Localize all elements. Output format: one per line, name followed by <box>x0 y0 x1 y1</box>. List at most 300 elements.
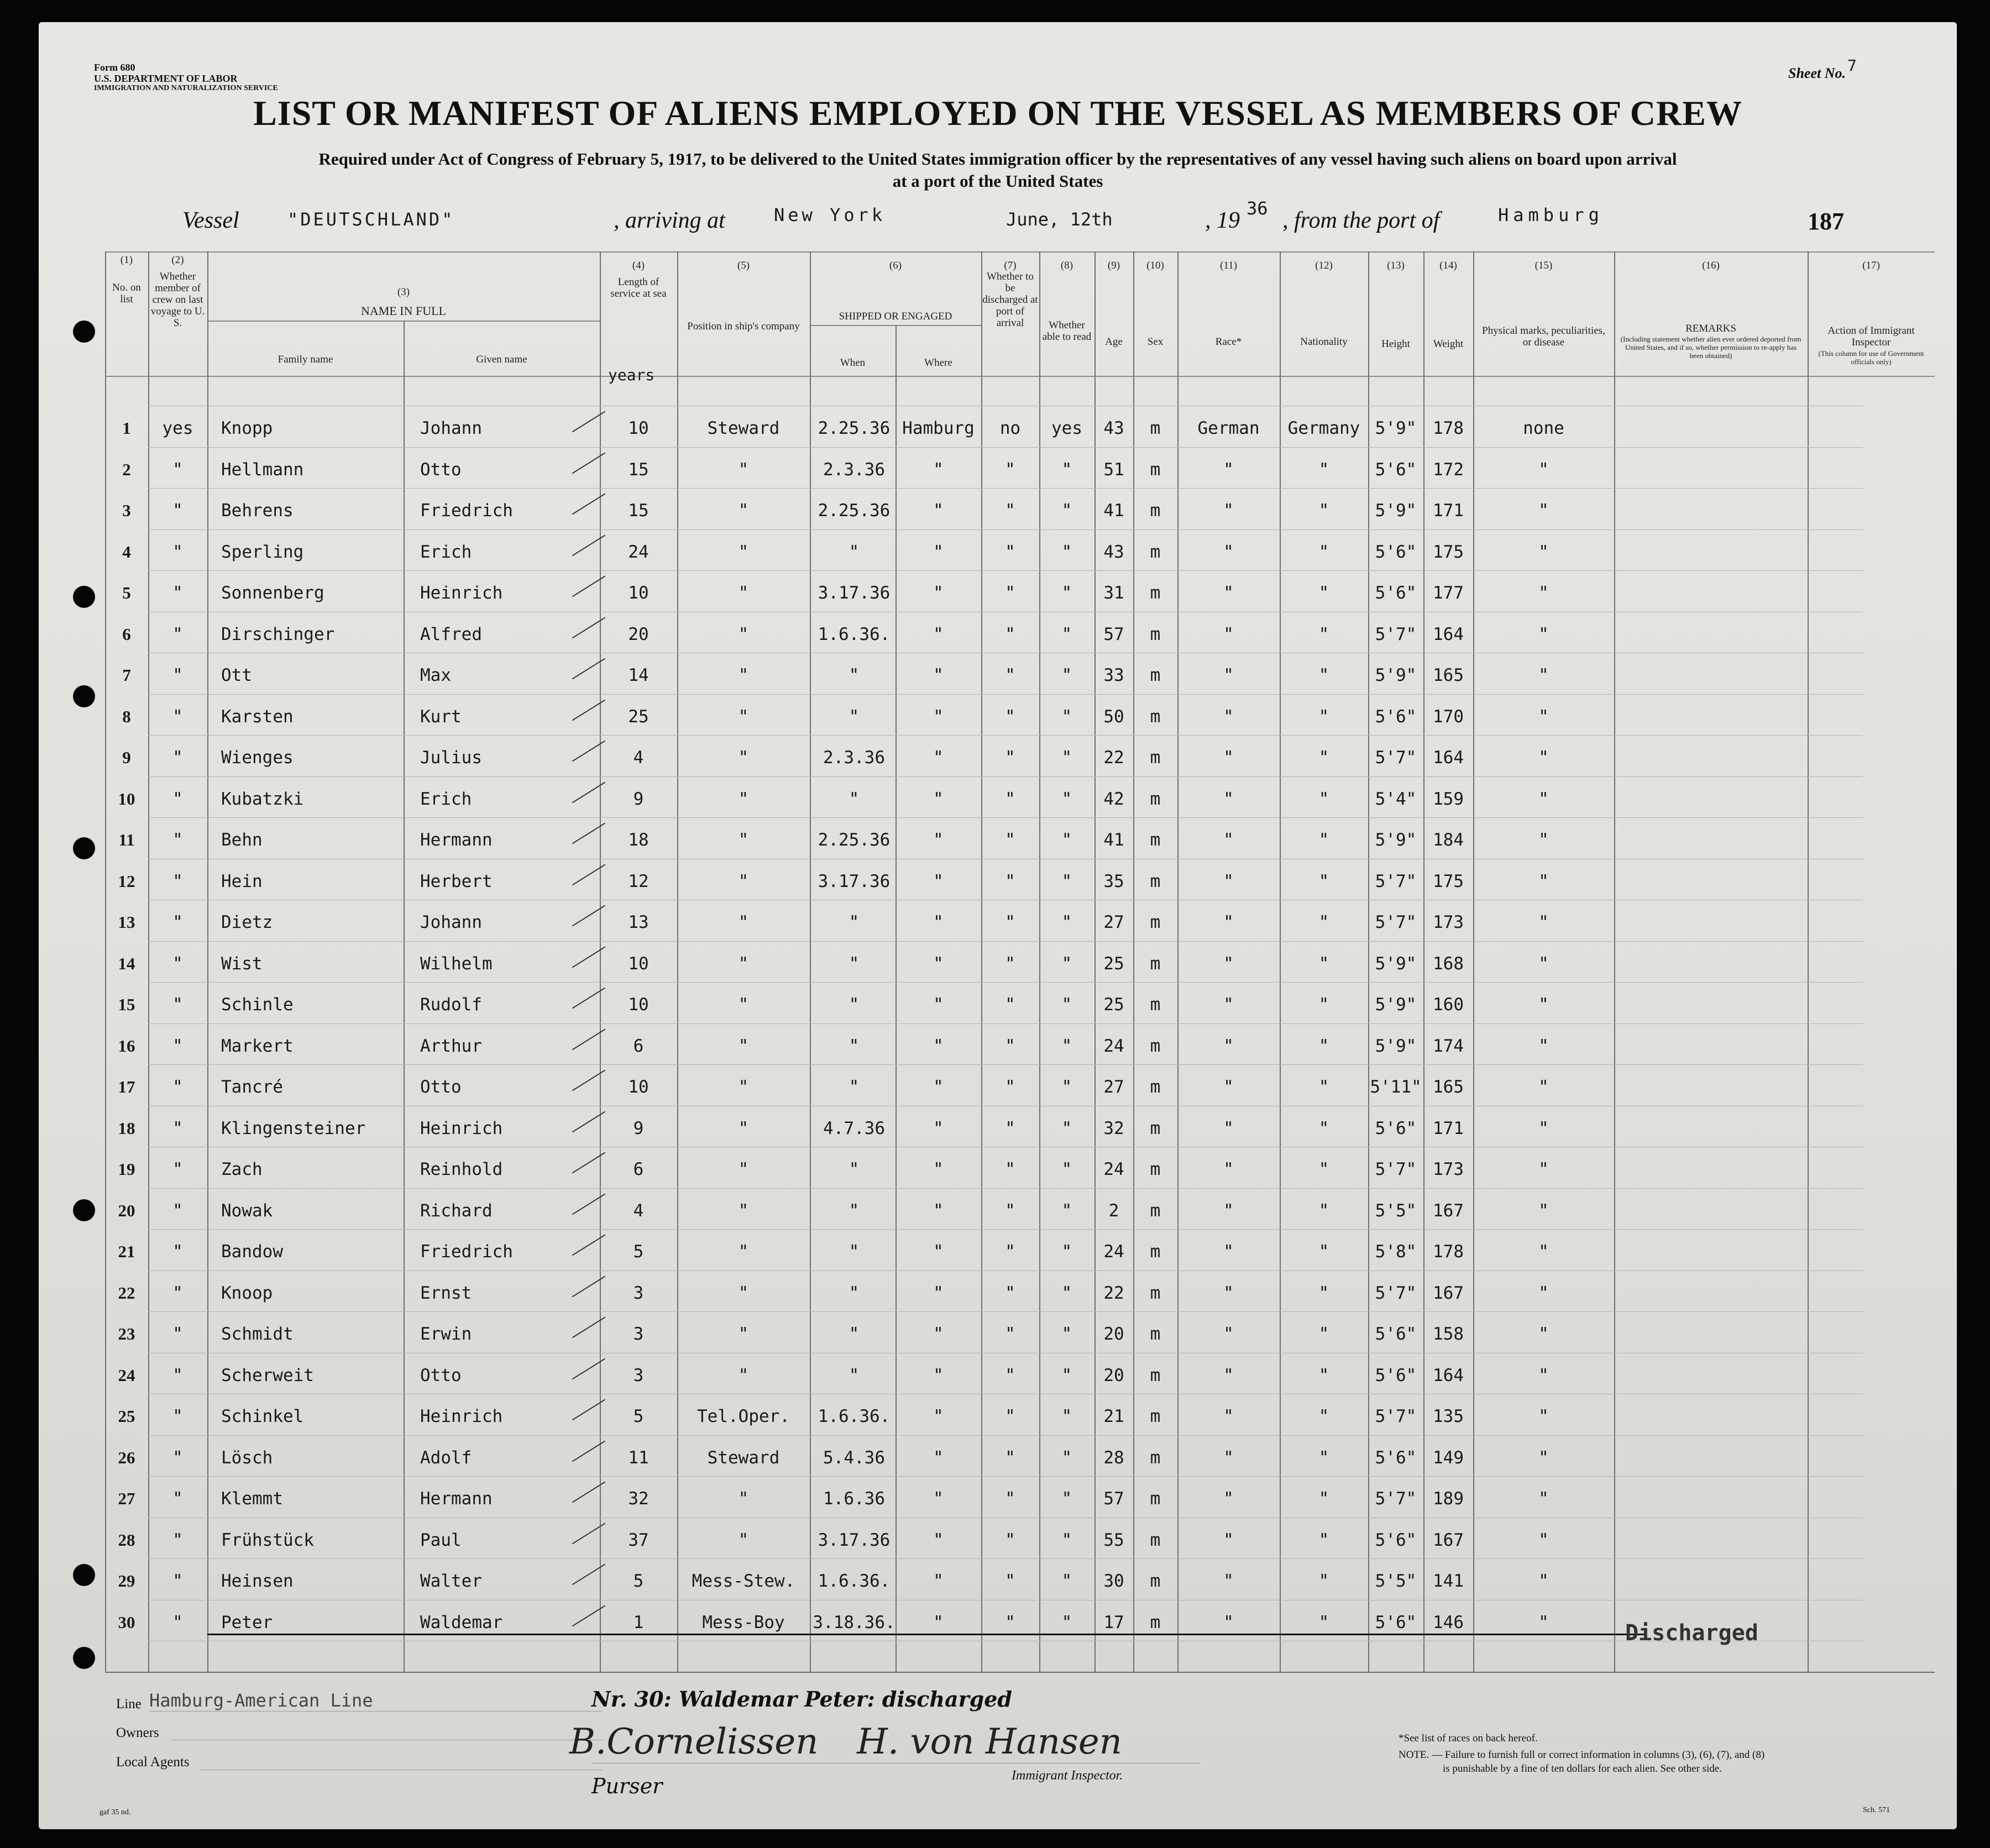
cell-where: " <box>933 1530 944 1550</box>
cell-service: 11 <box>628 1448 649 1468</box>
cell-marks: " <box>1538 1448 1549 1468</box>
header-action-note: (This column for use of Government officials only) <box>1818 349 1924 366</box>
cell-race: " <box>1223 1613 1234 1632</box>
cell-read: " <box>1061 789 1072 809</box>
cell-discharged: " <box>1005 789 1015 809</box>
header-no-on-list: No. on list <box>112 282 141 305</box>
cell-race: " <box>1223 789 1234 809</box>
cell-discharged: " <box>1005 1077 1015 1097</box>
cell-race: German <box>1197 418 1260 438</box>
cell-read: " <box>1061 1530 1072 1550</box>
cell-discharged: " <box>1005 1119 1015 1138</box>
cell-age: 25 <box>1103 995 1124 1015</box>
cell-weight: 165 <box>1433 665 1464 685</box>
cell-when: " <box>849 995 860 1015</box>
cell-family: Frühstück <box>221 1530 314 1550</box>
cell-race: " <box>1223 624 1234 644</box>
cell-given: Julius <box>420 748 482 768</box>
column-number: (15) <box>1535 260 1553 271</box>
row-rule <box>148 776 1863 777</box>
cell-marks: " <box>1538 872 1549 891</box>
row-rule <box>148 1476 1863 1477</box>
cell-when: " <box>849 1242 860 1262</box>
schedule-code: Sch. 571 <box>1863 1806 1890 1814</box>
cell-discharged: " <box>1005 460 1015 480</box>
cell-family: Heinsen <box>221 1571 294 1591</box>
cell-marks: " <box>1538 1613 1549 1632</box>
cell-age: 22 <box>1103 1283 1124 1303</box>
cell-sex: m <box>1150 418 1161 438</box>
cell-no: 14 <box>118 954 135 973</box>
cell-read: " <box>1061 1119 1072 1138</box>
cell-height: 5'6" <box>1375 1366 1417 1385</box>
cell-weight: 164 <box>1433 624 1464 644</box>
cell-height: 5'7" <box>1375 912 1417 932</box>
cell-discharged: " <box>1005 1571 1015 1591</box>
cell-given: Paul <box>420 1530 462 1550</box>
cell-nationality: " <box>1318 460 1329 480</box>
cell-nationality: " <box>1318 748 1329 768</box>
cell-last-voyage: " <box>172 1324 183 1344</box>
column-number: (17) <box>1862 260 1880 271</box>
cell-weight: 171 <box>1433 501 1464 521</box>
cell-weight: 178 <box>1433 1242 1464 1262</box>
cell-read: " <box>1061 1036 1072 1056</box>
cell-when: 5.4.36 <box>823 1448 885 1468</box>
cell-given: Herbert <box>420 872 493 891</box>
cell-position: " <box>738 583 749 603</box>
cell-read: " <box>1061 1201 1072 1221</box>
cell-given: Friedrich <box>420 1242 513 1262</box>
cell-where: " <box>933 1077 944 1097</box>
cell-height: 5'9" <box>1375 418 1417 438</box>
cell-marks: " <box>1538 1530 1549 1550</box>
cell-last-voyage: " <box>172 1077 183 1097</box>
column-number: (13) <box>1387 260 1405 271</box>
cell-marks: " <box>1538 1242 1549 1262</box>
cell-position: " <box>738 872 749 891</box>
cell-race: " <box>1223 1159 1234 1179</box>
cell-discharged: " <box>1005 872 1015 891</box>
cell-read: " <box>1061 830 1072 850</box>
cell-no: 10 <box>118 789 135 809</box>
cell-last-voyage: " <box>172 542 183 562</box>
cell-family: Sonnenberg <box>221 583 324 603</box>
cell-given: Max <box>420 665 451 685</box>
cell-given: Otto <box>420 1077 462 1097</box>
cell-given: Hermann <box>420 1489 493 1509</box>
strike-through-line <box>207 1634 1645 1635</box>
cell-sex: m <box>1150 665 1161 685</box>
cell-service: 15 <box>628 501 649 521</box>
cell-race: " <box>1223 1530 1234 1550</box>
cell-weight: 167 <box>1433 1530 1464 1550</box>
cell-when: " <box>849 1283 860 1303</box>
header-action-of-inspector: Action of Immigrant Inspector <box>1827 325 1915 348</box>
cell-position: Tel.Oper. <box>697 1406 790 1426</box>
cell-race: " <box>1223 1448 1234 1468</box>
cell-no: 17 <box>118 1077 135 1096</box>
header-discharged: Whether to be discharged at port of arrival <box>982 271 1038 329</box>
form-code: gaf 35 nd. <box>100 1808 131 1817</box>
cell-nationality: " <box>1318 995 1329 1015</box>
row-rule <box>148 1558 1863 1559</box>
cell-discharged: " <box>1005 954 1015 974</box>
cell-last-voyage: " <box>172 912 183 932</box>
cell-family: Peter <box>221 1613 273 1632</box>
cell-when: 2.25.36 <box>818 830 891 850</box>
row-rule <box>148 1311 1863 1312</box>
cell-nationality: " <box>1318 665 1329 685</box>
cell-family: Knopp <box>221 418 273 438</box>
column-number: (2) <box>171 254 184 266</box>
cell-no: 26 <box>118 1448 135 1467</box>
cell-last-voyage: " <box>172 1571 183 1591</box>
cell-given: Ernst <box>420 1283 472 1303</box>
row-rule <box>148 1023 1863 1024</box>
cell-age: 24 <box>1103 1036 1124 1056</box>
cell-position: " <box>738 995 749 1015</box>
cell-no: 23 <box>118 1324 135 1343</box>
cell-position: " <box>738 501 749 521</box>
cell-last-voyage: " <box>172 748 183 768</box>
line-label: Line <box>116 1697 142 1712</box>
cell-weight: 149 <box>1433 1448 1464 1468</box>
cell-where: " <box>933 872 944 891</box>
cell-nationality: " <box>1318 1530 1329 1550</box>
cell-height: 5'7" <box>1375 872 1417 891</box>
cell-nationality: " <box>1318 872 1329 891</box>
cell-nationality: " <box>1318 542 1329 562</box>
cell-marks: " <box>1538 1406 1549 1426</box>
header-bottom-rule <box>105 376 1935 377</box>
cell-age: 2 <box>1108 1201 1119 1221</box>
cell-height: 5'9" <box>1375 665 1417 685</box>
column-number: (10) <box>1146 260 1164 271</box>
row-rule <box>148 1188 1863 1189</box>
cell-sex: m <box>1150 1036 1161 1056</box>
cell-nationality: " <box>1318 501 1329 521</box>
header-able-to-read: Whether able to read <box>1042 319 1092 343</box>
cell-height: 5'7" <box>1375 1406 1417 1426</box>
legal-note-1: NOTE. — Failure to furnish full or correct information in columns (3), (6), (7), and (8) <box>1399 1749 1765 1761</box>
cell-nationality: " <box>1318 1159 1329 1179</box>
cell-sex: m <box>1150 460 1161 480</box>
cell-when: 2.3.36 <box>823 748 885 768</box>
cell-weight: 175 <box>1433 872 1464 891</box>
cell-given: Heinrich <box>420 1119 503 1138</box>
cell-weight: 164 <box>1433 1366 1464 1385</box>
cell-weight: 184 <box>1433 830 1464 850</box>
cell-race: " <box>1223 1036 1234 1056</box>
cell-where: " <box>933 665 944 685</box>
cell-discharged: " <box>1005 1448 1015 1468</box>
header-sex: Sex <box>1147 336 1164 348</box>
cell-discharged: " <box>1005 707 1015 727</box>
cell-no: 15 <box>118 995 135 1014</box>
cell-last-voyage: " <box>172 1283 183 1303</box>
cell-discharged: " <box>1005 995 1015 1015</box>
cell-position: " <box>738 789 749 809</box>
cell-marks: " <box>1538 1119 1549 1138</box>
cell-where: " <box>933 748 944 768</box>
page-number: 187 <box>1808 208 1844 235</box>
cell-family: Klingensteiner <box>221 1119 366 1138</box>
cell-read: " <box>1061 912 1072 932</box>
cell-when: 1.6.36. <box>818 1571 891 1591</box>
cell-discharged: " <box>1005 1366 1015 1385</box>
col-rule <box>404 321 405 1672</box>
cell-when: " <box>849 954 860 974</box>
cell-sex: m <box>1150 995 1161 1015</box>
cell-position: Mess-Stew. <box>692 1571 795 1591</box>
cell-service: 15 <box>628 460 649 480</box>
cell-family: Hein <box>221 872 263 891</box>
cell-weight: 141 <box>1433 1571 1464 1591</box>
cell-nationality: " <box>1318 1448 1329 1468</box>
cell-family: Dirschinger <box>221 624 335 644</box>
cell-last-voyage: " <box>172 1613 183 1632</box>
cell-race: " <box>1223 583 1234 603</box>
cell-position: " <box>738 707 749 727</box>
cell-no: 1 <box>122 418 131 438</box>
cell-height: 5'7" <box>1375 1489 1417 1509</box>
column-number: (12) <box>1315 260 1333 271</box>
cell-when: 3.17.36 <box>818 583 891 603</box>
cell-age: 43 <box>1103 418 1124 438</box>
row-rule <box>148 1435 1863 1436</box>
cell-marks: " <box>1538 583 1549 603</box>
cell-discharged: " <box>1005 1324 1015 1344</box>
cell-given: Heinrich <box>420 583 503 603</box>
cell-discharged: " <box>1005 624 1015 644</box>
header-position: Position in ship's company <box>687 321 800 332</box>
cell-discharged: " <box>1005 1406 1015 1426</box>
cell-marks: " <box>1538 1366 1549 1385</box>
cell-sex: m <box>1150 1159 1161 1179</box>
cell-when: " <box>849 707 860 727</box>
header-given-name: Given name <box>476 354 527 365</box>
cell-discharged: " <box>1005 830 1015 850</box>
cell-sex: m <box>1150 872 1161 891</box>
cell-marks: " <box>1538 1324 1549 1344</box>
cell-race: " <box>1223 1571 1234 1591</box>
cell-when: 1.6.36. <box>818 1406 891 1426</box>
document-subtitle: Required under Act of Congress of February 5, 1917, to be delivered to the United States immigration officer by the representatives of any vessel having such aliens on board upon arrival <box>318 149 1677 169</box>
cell-where: " <box>933 1201 944 1221</box>
header-age: Age <box>1105 336 1123 348</box>
form-number: Form 680 <box>94 62 135 73</box>
column-number: (16) <box>1702 260 1720 271</box>
cell-sex: m <box>1150 1201 1161 1221</box>
cell-read: " <box>1061 1283 1072 1303</box>
inspector-signature: H. von Hansen <box>857 1721 1122 1762</box>
cell-height: 5'6" <box>1375 1324 1417 1344</box>
arriving-label: , arriving at <box>614 208 725 233</box>
cell-family: Scherweit <box>221 1366 314 1385</box>
cell-service: 13 <box>628 912 649 932</box>
cell-no: 27 <box>118 1489 135 1508</box>
cell-family: Knoop <box>221 1283 273 1303</box>
vessel-label: Vessel <box>182 208 239 233</box>
document-title: LIST OR MANIFEST OF ALIENS EMPLOYED ON THE VESSEL AS MEMBERS OF CREW <box>253 93 1742 133</box>
cell-height: 5'9" <box>1375 501 1417 521</box>
arrival-date: June, 12th <box>1006 209 1113 230</box>
cell-where: " <box>933 1324 944 1344</box>
cell-last-voyage: " <box>172 1406 183 1426</box>
cell-discharged: " <box>1005 748 1015 768</box>
cell-when: " <box>849 665 860 685</box>
cell-read: " <box>1061 583 1072 603</box>
cell-service: 4 <box>633 1201 644 1221</box>
cell-read: " <box>1061 1448 1072 1468</box>
cell-where: " <box>933 1036 944 1056</box>
cell-height: 5'6" <box>1375 707 1417 727</box>
cell-height: 5'6" <box>1375 583 1417 603</box>
cell-family: Behrens <box>221 501 294 521</box>
cell-discharged: " <box>1005 1613 1015 1632</box>
column-number: (1) <box>120 254 133 266</box>
cell-race: " <box>1223 995 1234 1015</box>
cell-no: 21 <box>118 1242 135 1261</box>
cell-discharged: no <box>999 418 1021 438</box>
cell-no: 7 <box>122 665 131 685</box>
cell-height: 5'6" <box>1375 460 1417 480</box>
cell-service: 37 <box>628 1530 649 1550</box>
cell-family: Bandow <box>221 1242 283 1262</box>
cell-service: 10 <box>628 995 649 1015</box>
cell-position: " <box>738 542 749 562</box>
cell-height: 5'7" <box>1375 624 1417 644</box>
cell-position: " <box>738 1489 749 1509</box>
cell-family: Klemmt <box>221 1489 283 1509</box>
cell-family: Sperling <box>221 542 304 562</box>
cell-height: 5'9" <box>1375 995 1417 1015</box>
cell-where: " <box>933 460 944 480</box>
cell-when: " <box>849 1077 860 1097</box>
cell-service: 5 <box>633 1406 644 1426</box>
cell-marks: " <box>1538 624 1549 644</box>
cell-height: 5'6" <box>1375 542 1417 562</box>
cell-no: 13 <box>118 912 135 932</box>
table-bottom-rule <box>105 1672 1935 1673</box>
cell-height: 5'6" <box>1375 1613 1417 1632</box>
cell-service: 18 <box>628 830 649 850</box>
column-number: (8) <box>1060 260 1073 271</box>
purser-title: Purser <box>591 1774 663 1798</box>
cell-height: 5'6" <box>1375 1530 1417 1550</box>
column-number: (3) <box>397 286 410 298</box>
cell-given: Erich <box>420 789 472 809</box>
cell-when: " <box>849 1201 860 1221</box>
cell-discharged: " <box>1005 1283 1015 1303</box>
cell-sex: m <box>1150 583 1161 603</box>
cell-last-voyage: " <box>172 1530 183 1550</box>
cell-marks: " <box>1538 665 1549 685</box>
cell-nationality: " <box>1318 830 1329 850</box>
cell-service: 5 <box>633 1571 644 1591</box>
cell-sex: m <box>1150 954 1161 974</box>
cell-service: 25 <box>628 707 649 727</box>
cell-weight: 171 <box>1433 1119 1464 1138</box>
cell-given: Hermann <box>420 830 493 850</box>
cell-last-voyage: " <box>172 707 183 727</box>
cell-position: Mess-Boy <box>702 1613 785 1632</box>
cell-nationality: " <box>1318 1283 1329 1303</box>
cell-when: " <box>849 1324 860 1344</box>
cell-no: 11 <box>118 830 135 849</box>
row-rule <box>148 982 1863 983</box>
cell-marks: " <box>1538 789 1549 809</box>
cell-last-voyage: " <box>172 1119 183 1138</box>
cell-service: 10 <box>628 1077 649 1097</box>
cell-sex: m <box>1150 1406 1161 1426</box>
cell-race: " <box>1223 1489 1234 1509</box>
cell-nationality: " <box>1318 583 1329 603</box>
cell-read: " <box>1061 1489 1072 1509</box>
row-rule <box>148 570 1863 571</box>
row-rule <box>148 817 1863 818</box>
cell-last-voyage: " <box>172 789 183 809</box>
cell-when: 3.17.36 <box>818 872 891 891</box>
cell-family: Schinle <box>221 995 294 1015</box>
department-label: U.S. DEPARTMENT OF LABOR <box>94 73 238 84</box>
header-physical-marks: Physical marks, peculiarities, or disease <box>1482 325 1605 348</box>
cell-sex: m <box>1150 1242 1161 1262</box>
cell-family: Zach <box>221 1159 263 1179</box>
cell-nationality: " <box>1318 912 1329 932</box>
cell-race: " <box>1223 1324 1234 1344</box>
cell-height: 5'6" <box>1375 1448 1417 1468</box>
cell-weight: 146 <box>1433 1613 1464 1632</box>
cell-where: " <box>933 707 944 727</box>
cell-last-voyage: " <box>172 872 183 891</box>
cell-discharged: " <box>1005 501 1015 521</box>
line-underline <box>149 1711 603 1712</box>
cell-given: Friedrich <box>420 501 513 521</box>
cell-nationality: " <box>1318 1489 1329 1509</box>
cell-age: 24 <box>1103 1242 1124 1262</box>
year-suffix: 36 <box>1247 198 1268 219</box>
cell-no: 5 <box>122 583 131 602</box>
cell-marks: " <box>1538 995 1549 1015</box>
cell-sex: m <box>1150 912 1161 932</box>
cell-position: Steward <box>707 418 780 438</box>
column-number: (14) <box>1439 260 1457 271</box>
cell-race: " <box>1223 1242 1234 1262</box>
header-nationality: Nationality <box>1300 336 1348 348</box>
cell-sex: m <box>1150 501 1161 521</box>
cell-no: 24 <box>118 1366 135 1385</box>
cell-weight: 177 <box>1433 583 1464 603</box>
cell-service: 4 <box>633 748 644 768</box>
cell-given: Erwin <box>420 1324 472 1344</box>
cell-race: " <box>1223 542 1234 562</box>
cell-given: Johann <box>420 912 482 932</box>
cell-given: Johann <box>420 418 482 438</box>
cell-no: 2 <box>122 460 131 479</box>
cell-service: 9 <box>633 1119 644 1138</box>
cell-when: 2.25.36 <box>818 501 891 521</box>
cell-read: " <box>1061 501 1072 521</box>
cell-position: " <box>738 1201 749 1221</box>
cell-read: " <box>1061 1077 1072 1097</box>
cell-when: " <box>849 789 860 809</box>
cell-service: 1 <box>633 1613 644 1632</box>
cell-service: 3 <box>633 1324 644 1344</box>
cell-read: " <box>1061 748 1072 768</box>
header-when: When <box>840 357 866 369</box>
